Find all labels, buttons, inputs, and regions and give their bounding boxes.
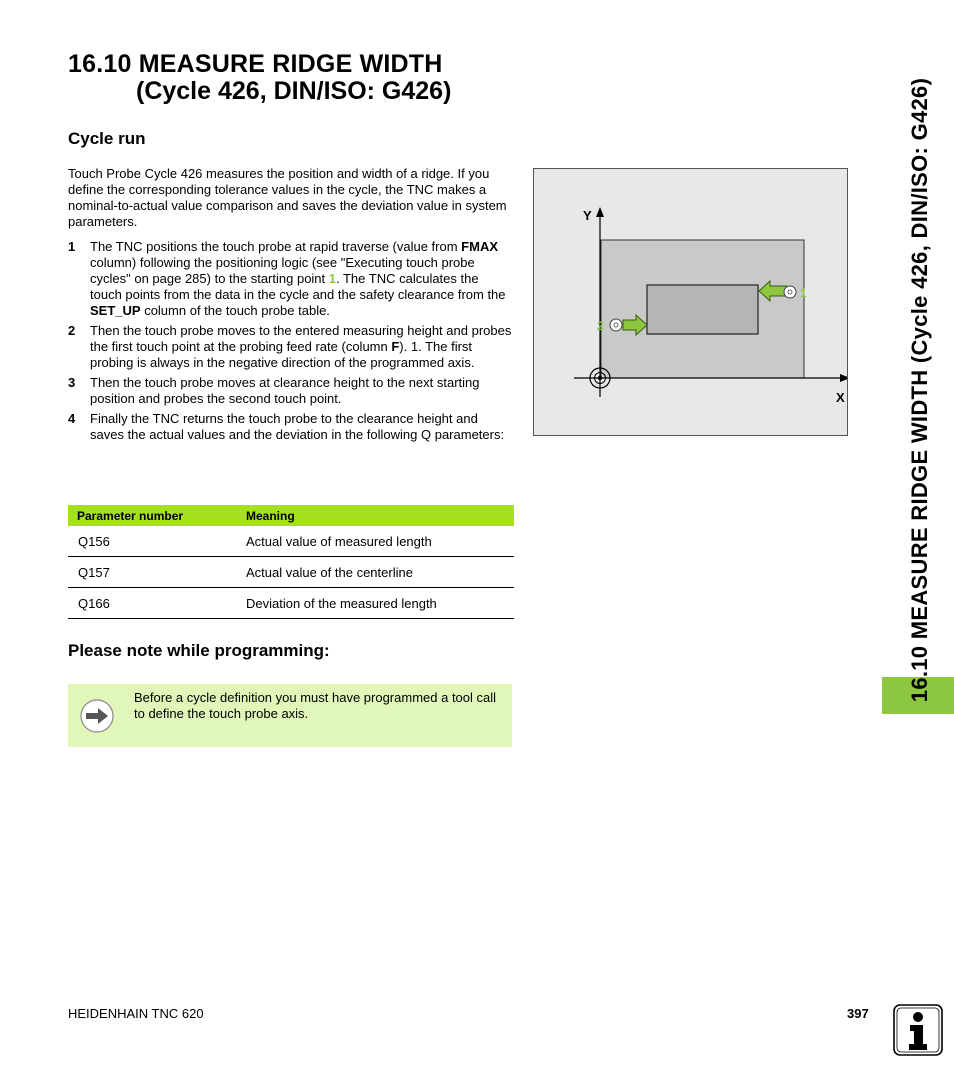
- step-1: [68, 239, 512, 319]
- diagram-graphic: [534, 169, 847, 435]
- step-2: [68, 323, 512, 371]
- y-axis-arrow: [596, 207, 604, 217]
- point-2-label: 2: [597, 319, 604, 333]
- meaning-cell: Actual value of measured length: [237, 526, 514, 557]
- q-parameters-table: [68, 505, 514, 619]
- page-title-line1: 16.10 MEASURE RIDGE WIDTH: [68, 50, 443, 78]
- y-axis-label: Y: [583, 208, 592, 223]
- step-keyword: SET_UP: [90, 303, 141, 318]
- meaning-cell: Actual value of the centerline: [237, 557, 514, 588]
- arrow-right-icon: [80, 699, 114, 733]
- parameter-cell: Q156: [68, 526, 237, 557]
- step-text: The TNC positions the touch probe at rapid traverse (value from: [90, 239, 462, 254]
- probe-point-1: [784, 286, 796, 298]
- page-number: 397: [847, 1006, 869, 1021]
- step-text: column) following the positioning logic (see "Executing touch probe cycles" on page 285) to the starting point: [90, 255, 475, 286]
- ridge-width-diagram: [533, 168, 848, 436]
- programming-note-heading: Please note while programming:: [68, 641, 330, 660]
- column-header-parameter: Parameter number: [68, 505, 237, 526]
- ridge-rect: [647, 285, 758, 334]
- point-1-label: 1: [800, 286, 807, 300]
- footer-product-name: HEIDENHAIN TNC 620: [68, 1006, 204, 1021]
- cycle-run-heading: Cycle run: [68, 129, 146, 148]
- step-number: 3: [68, 375, 76, 390]
- note-text: Before a cycle definition you must have programmed a tool call to define the touch probe axis.: [134, 690, 497, 721]
- step-text: Then the touch probe moves at clearance height to the next starting position and probes the second touch point.: [90, 375, 480, 406]
- step-text: Finally the TNC returns the touch probe to the clearance height and saves the actual values and the deviation in the following Q parameters:: [90, 411, 505, 442]
- note-box: [68, 684, 512, 747]
- step-4: [68, 411, 512, 443]
- step-3: [68, 375, 512, 407]
- probe-point-2: [610, 319, 622, 331]
- table-header-row: [68, 505, 514, 526]
- step-keyword: FMAX: [461, 239, 499, 254]
- step-keyword: F: [391, 339, 400, 354]
- step-number: 2: [68, 323, 76, 338]
- x-axis-arrow: [840, 374, 847, 382]
- table-row: [68, 557, 514, 588]
- x-axis-label: X: [836, 390, 845, 405]
- table-row: [68, 526, 514, 557]
- info-icon: [893, 1004, 943, 1056]
- step-number: 1: [68, 239, 76, 254]
- step-number: 4: [68, 411, 76, 426]
- step-text: . The TNC calculates the touch points from the data in the cycle and the safety clearance from the: [90, 271, 506, 302]
- table-row: [68, 588, 514, 619]
- parameter-cell: Q157: [68, 557, 237, 588]
- page-title-line2: (Cycle 426, DIN/ISO: G426): [136, 77, 452, 105]
- column-header-meaning: Meaning: [237, 505, 514, 526]
- step-text: ). 1. The first probing is always in the negative direction of the programmed axis.: [90, 339, 475, 370]
- origin-dot: [598, 376, 602, 380]
- cycle-run-intro: Touch Probe Cycle 426 measures the position and width of a ridge. If you define the corresponding tolerance values in the cycle, the TNC makes a nominal-to-actual value comparison and saves the deviation value in system parameters.: [68, 166, 507, 229]
- cycle-steps-list: [68, 239, 512, 447]
- step-point-ref: 1: [328, 271, 336, 286]
- parameter-cell: Q166: [68, 588, 237, 619]
- meaning-cell: Deviation of the measured length: [237, 588, 514, 619]
- side-title-text: 16.10 MEASURE RIDGE WIDTH (Cycle 426, DIN/ISO: G426): [907, 77, 932, 703]
- step-text: Then the touch probe moves to the entered measuring height and probes the first touch point at the probing feed rate (column: [90, 323, 512, 354]
- step-text: column of the touch probe table.: [140, 303, 330, 318]
